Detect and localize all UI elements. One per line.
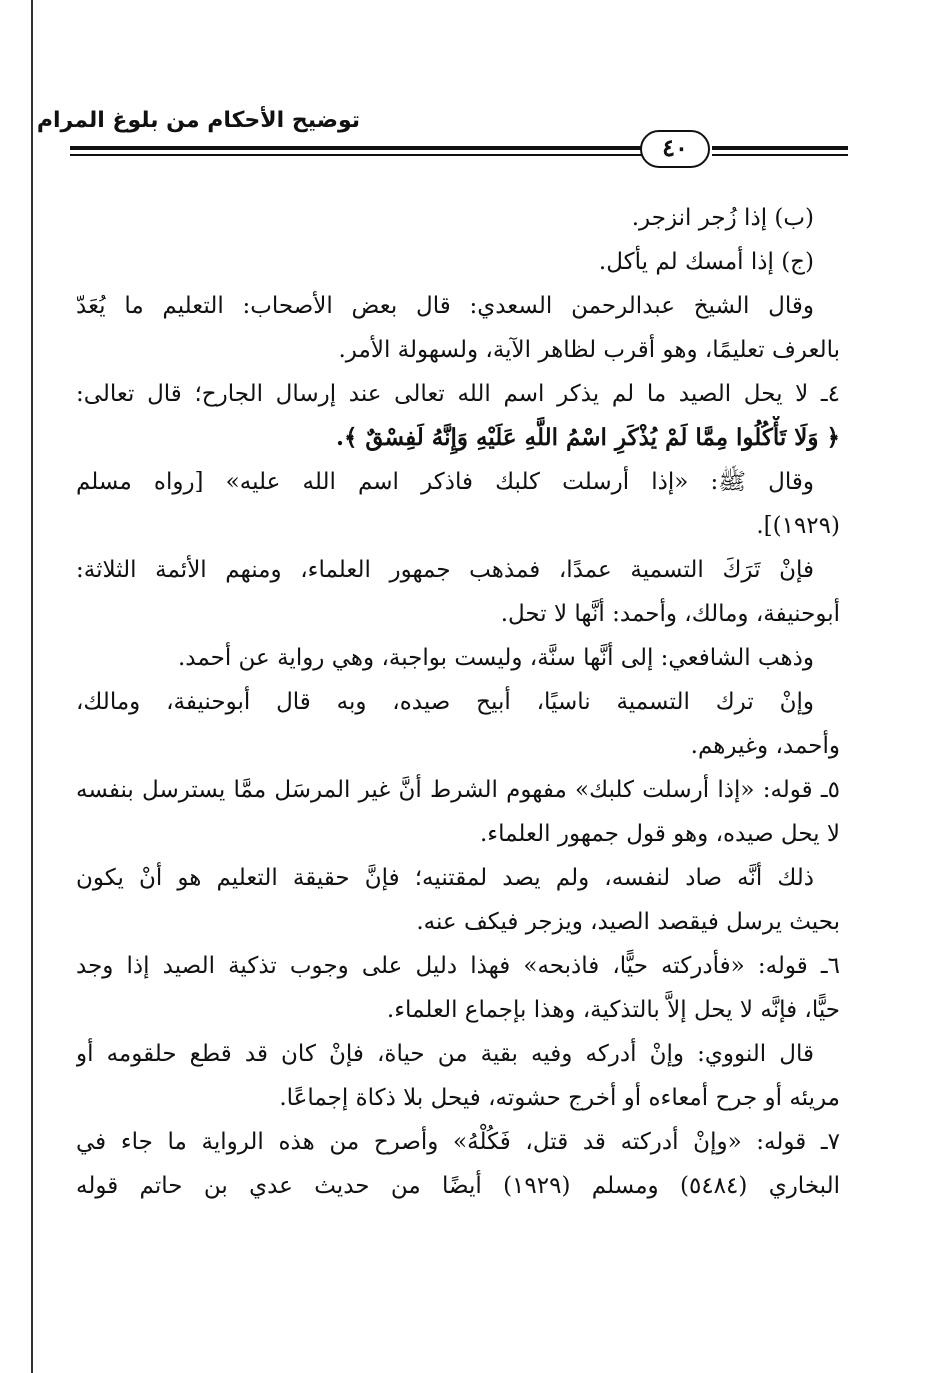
body-text bbox=[76, 196, 840, 1208]
text-line: وأحمد، وغيرهم. bbox=[690, 733, 840, 759]
text-line: ذلك أنَّه صاد لنفسه، ولم يصد لمقتنيه؛ فإنَّ حقيقة التعليم هو أنْ يكون bbox=[76, 865, 814, 891]
text-line: (١٩٢٩)]. bbox=[756, 513, 840, 539]
text-line: ٦ـ قوله: «فأدركته حيًّا، فاذبحه» فهذا دليل على وجوب تذكية الصيد إذا وجد bbox=[76, 953, 840, 979]
text-line: البخاري (٥٤٨٤) ومسلم (١٩٢٩) أيضًا من حديث عدي بن حاتم قوله bbox=[76, 1173, 840, 1199]
text-line: وإنْ ترك التسمية ناسيًا، أبيح صيده، وبه قال أبوحنيفة، ومالك، bbox=[76, 689, 814, 715]
text-line: أبوحنيفة، ومالك، وأحمد: أنَّها لا تحل. bbox=[500, 601, 840, 627]
text-line: (ج) إذا أمسك لم يأكل. bbox=[598, 249, 814, 275]
left-margin-rule bbox=[31, 0, 33, 1373]
text-line: لا يحل صيده، وهو قول جمهور العلماء. bbox=[479, 821, 840, 847]
header-rule-left bbox=[70, 146, 642, 150]
header-rule-right bbox=[712, 146, 848, 150]
header-rule-right-thin bbox=[712, 154, 848, 156]
quran-verse: ﴿ وَلَا تَأْكُلُوا مِمَّا لَمْ يُذْكَرِ اسْمُ اللَّهِ عَلَيْهِ وَإِنَّهُ لَفِسْقٌ ﴾. bbox=[335, 424, 840, 451]
text-line: حيًّا، فإنَّه لا يحل إلاَّ بالتذكية، وهذا بإجماع العلماء. bbox=[386, 997, 840, 1023]
text-line: ٧ـ قوله: «وإنْ أدركته قد قتل، فَكُلْهُ» وأصرح من هذه الرواية ما جاء في bbox=[76, 1129, 840, 1155]
text-line: وقال الشيخ عبدالرحمن السعدي: قال بعض الأصحاب: التعليم ما يُعَدّ bbox=[76, 293, 814, 319]
page-number: ٤٠ bbox=[640, 130, 710, 168]
text-line: مريئه أو جرح أمعاءه أو أخرج حشوته، فيحل بلا ذكاة إجماعًا. bbox=[279, 1085, 840, 1111]
text-line: فإنْ تَرَكَ التسمية عمدًا، فمذهب جمهور العلماء، ومنهم الأئمة الثلاثة: bbox=[76, 557, 814, 583]
text-line: قال النووي: وإنْ أدركه وفيه بقية من حياة، فإنْ كان قد قطع حلقومه أو bbox=[76, 1041, 814, 1067]
text-line: وقال ﷺ: «إذا أرسلت كلبك فاذكر اسم الله عليه» [رواه مسلم bbox=[76, 469, 814, 495]
text-line: وذهب الشافعي: إلى أنَّها سنَّة، وليست بواجبة، وهي رواية عن أحمد. bbox=[177, 645, 814, 671]
text-line: بالعرف تعليمًا، وهو أقرب لظاهر الآية، ولسهولة الأمر. bbox=[338, 337, 840, 363]
text-line: ٥ـ قوله: «إذا أرسلت كلبك» مفهوم الشرط أنَّ غير المرسَل ممَّا يسترسل بنفسه bbox=[76, 777, 840, 803]
text-line: ٤ـ لا يحل الصيد ما لم يذكر اسم الله تعالى عند إرسال الجارح؛ قال تعالى: bbox=[76, 381, 840, 407]
running-title: توضيح الأحكام من بلوغ المرام bbox=[36, 108, 360, 133]
text-line: (ب) إذا زُجر انزجر. bbox=[631, 205, 814, 231]
header-rule-left-thin bbox=[70, 154, 642, 156]
text-line: بحيث يرسل فيقصد الصيد، ويزجر فيكف عنه. bbox=[416, 909, 840, 935]
